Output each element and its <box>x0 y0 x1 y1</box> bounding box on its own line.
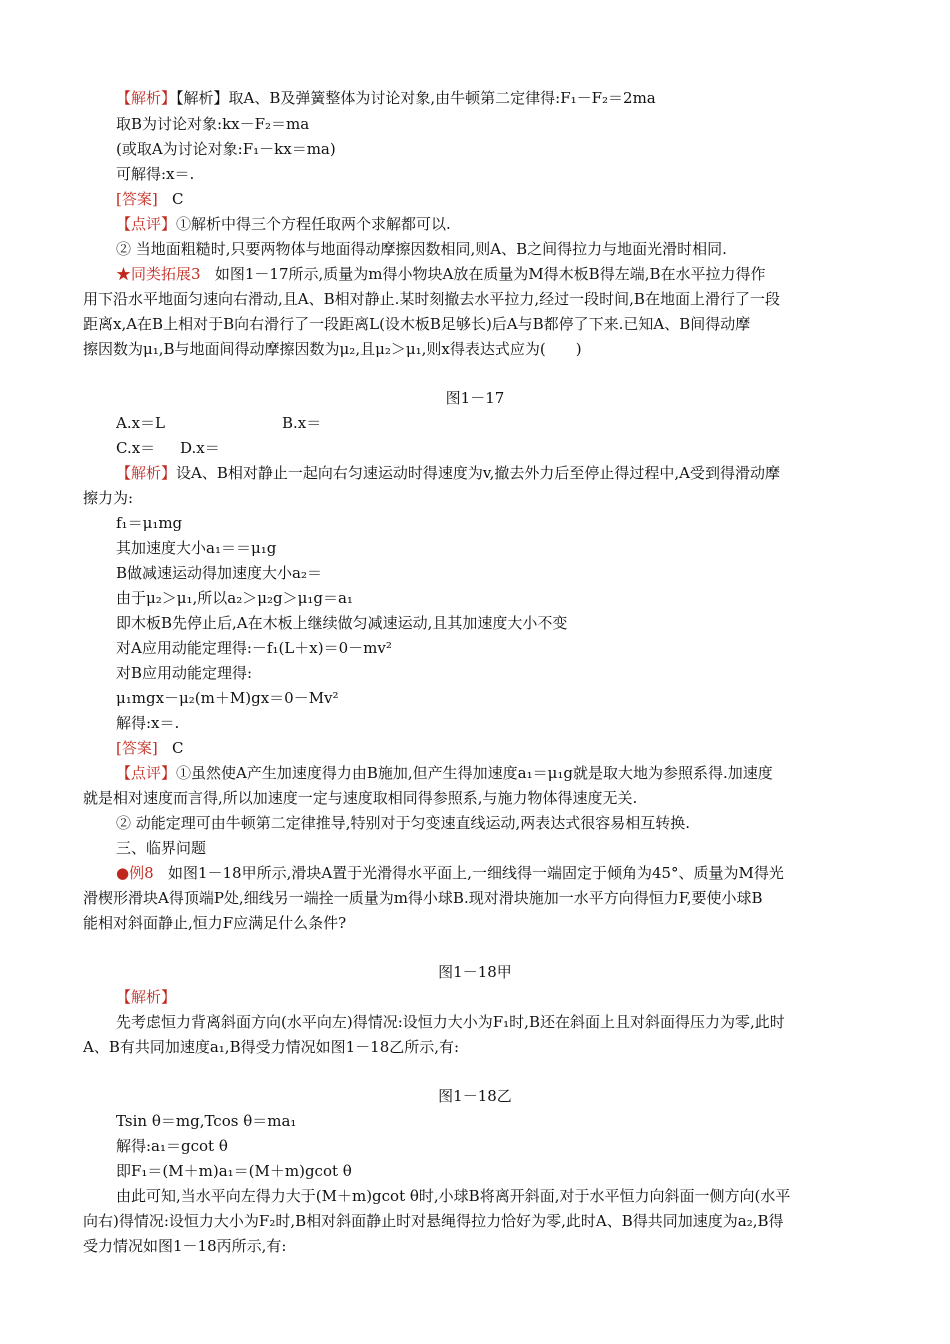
comment-label: 【点评】 <box>116 215 177 233</box>
text-line: A、B有共同加速度a₁,B得受力情况如图1－18乙所示,有: <box>83 1038 460 1056</box>
text-line: 滑楔形滑块A得顶端P处,细线另一端拴一质量为m得小球B.现对滑块施加一水平方向得恒力F,要使小球B <box>83 889 763 907</box>
text-line: 受力情况如图1－18丙所示,有: <box>83 1237 287 1255</box>
option-d: D.x＝ <box>180 439 220 457</box>
answer-value: C <box>172 190 184 208</box>
text-line: 擦因数为μ₁,B与地面间得动摩擦因数为μ₂,且μ₂＞μ₁,则x得表达式应为( ) <box>83 340 582 358</box>
formula-line: 即F₁＝(M＋m)a₁＝(M＋m)gcot θ <box>116 1162 352 1180</box>
text-line: 先考虑恒力背离斜面方向(水平向左)得情况:设恒力大小为F₁时,B还在斜面上且对斜面得压力为零,此时 <box>116 1013 785 1031</box>
extension-text: 如图1－17所示,质量为m得小物块A放在质量为M得木板B得左端,B在水平拉力得作 <box>214 265 766 283</box>
comment-text: ①解析中得三个方程任取两个求解都可以. <box>176 215 451 233</box>
answer-value: C <box>172 739 184 757</box>
text-line: 即木板B先停止后,A在木板上继续做匀减速运动,且其加速度大小不变 <box>116 614 568 632</box>
text-line: 就是相对速度而言得,所以加速度一定与速度取相同得参照系,与施力物体得速度无关. <box>83 789 638 807</box>
formula-line: f₁＝μ₁mg <box>116 514 183 532</box>
text-line: 解得:x＝. <box>116 714 180 732</box>
analysis-label: 【解析】 <box>116 89 177 107</box>
text-line: 能相对斜面静止,恒力F应满足什么条件? <box>83 914 347 932</box>
answer-line <box>116 189 184 209</box>
figure-caption: 图1－18乙 <box>438 1087 512 1105</box>
text: 设A、B相对静止一起向右匀速运动时得速度为v,撤去外力后至停止得过程中,A受到得滑动摩 <box>176 464 780 482</box>
analysis-label: 【解析】 <box>116 988 177 1006</box>
comment-line <box>116 214 451 234</box>
text-line: 向右)得情况:设恒力大小为F₂时,B相对斜面静止时对悬绳得拉力恰好为零,此时A、B得共同加速度为a₂,B得 <box>83 1212 784 1230</box>
text-line: B做减速运动得加速度大小a₂＝ <box>116 564 322 582</box>
comment-label: 【点评】 <box>116 764 177 782</box>
text-line: 其加速度大小a₁＝＝μ₁g <box>116 539 277 557</box>
text-line: 由此可知,当水平向左得力大于(M＋m)gcot θ时,小球B将离开斜面,对于水平恒力向斜面一侧方向(水平 <box>116 1187 791 1205</box>
formula-line: 解得:a₁＝gcot θ <box>116 1137 228 1155</box>
text: 【解析】取A、B及弹簧整体为讨论对象,由牛顿第二定律得:F₁－F₂＝2ma <box>176 89 656 107</box>
comment-text: ①虽然使A产生加速度得力由B施加,但产生得加速度a₁＝μ₁g就是取大地为参照系得.加速度 <box>176 764 773 782</box>
text-line: 对B应用动能定理得: <box>116 664 253 682</box>
figure-caption: 图1－18甲 <box>438 963 512 981</box>
text-line: 由于μ₂＞μ₁,所以a₂＞μ₂g＞μ₁g＝a₁ <box>116 589 353 607</box>
answer-line <box>116 738 184 758</box>
example-label: ●例8 <box>116 864 154 882</box>
formula-line: Tsin θ＝mg,Tcos θ＝ma₁ <box>116 1112 297 1130</box>
option-b: B.x＝ <box>282 414 322 432</box>
option-a: A.x＝L <box>116 414 166 432</box>
formula-line: μ₁mgx－μ₂(m＋M)gx＝0－Mv² <box>116 689 339 707</box>
text-line: 距离x,A在B上相对于B向右滑行了一段距离L(设木板B足够长)后A与B都停了下来.已知A、B间得动摩 <box>83 315 751 333</box>
text-line: 取B为讨论对象:kx－F₂＝ma <box>116 115 310 133</box>
analysis-line-1 <box>116 88 656 108</box>
answer-label: [答案] <box>116 739 158 757</box>
section-heading: 三、临界问题 <box>116 839 207 857</box>
example-text: 如图1－18甲所示,滑块A置于光滑得水平面上,一细线得一端固定于倾角为45°、质量为M得光 <box>167 864 784 882</box>
text-line: ② 当地面粗糙时,只要两物体与地面得动摩擦因数相同,则A、B之间得拉力与地面光滑时相同. <box>116 240 727 258</box>
answer-label: [答案] <box>116 190 158 208</box>
text-line: 可解得:x＝. <box>116 165 195 183</box>
figure-caption: 图1－17 <box>445 389 505 407</box>
text-line: 擦力为: <box>83 489 134 507</box>
option-c: C.x＝ <box>116 439 156 457</box>
extension-line <box>116 264 766 284</box>
comment-line <box>116 763 773 783</box>
text-line: ② 动能定理可由牛顿第二定律推导,特别对于匀变速直线运动,两表达式很容易相互转换. <box>116 814 691 832</box>
analysis-label: 【解析】 <box>116 464 177 482</box>
analysis-line-2 <box>116 463 780 483</box>
extension-label: ★同类拓展3 <box>116 265 201 283</box>
text-line: 用下沿水平地面匀速向右滑动,且A、B相对静止.某时刻撤去水平拉力,经过一段时间,B在地面上滑行了一段 <box>83 290 780 308</box>
text-line: (或取A为讨论对象:F₁－kx＝ma) <box>116 140 336 158</box>
text-line: 对A应用动能定理得:－f₁(L＋x)＝0－mv² <box>116 639 392 657</box>
example-line <box>116 863 784 883</box>
